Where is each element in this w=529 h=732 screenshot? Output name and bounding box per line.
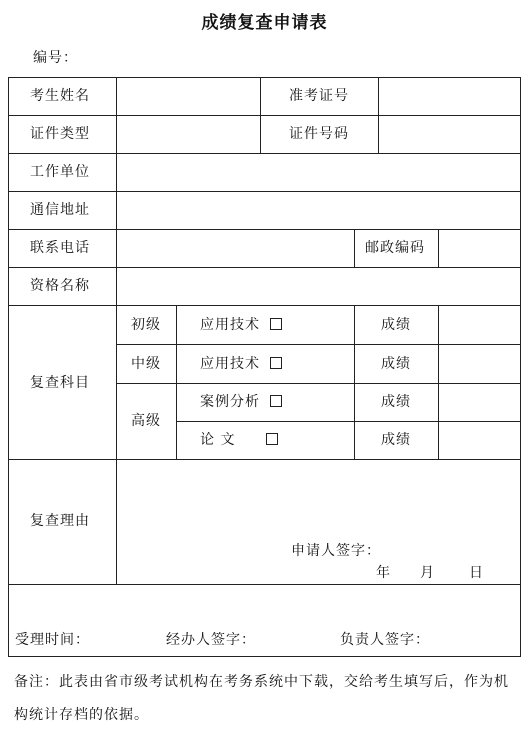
row-line [8, 191, 521, 192]
table-border-top [8, 77, 521, 78]
row-line [8, 305, 521, 306]
col-line [378, 77, 379, 154]
level-junior-label: 初级 [131, 317, 161, 333]
subject-option[interactable] [200, 356, 282, 372]
subject-checkbox[interactable] [266, 433, 278, 445]
row-line [8, 153, 521, 154]
subject-checkbox[interactable] [270, 395, 282, 407]
review-reason-label: 复查理由 [30, 513, 90, 529]
level-senior-label: 高级 [131, 413, 161, 429]
col-line [438, 305, 439, 460]
subject-option[interactable] [200, 394, 282, 410]
date-year-label: 年 [376, 565, 391, 581]
postcode-label: 邮政编码 [365, 240, 425, 256]
name-label: 考生姓名 [30, 88, 90, 104]
applicant-signature-label: 申请人签字： [291, 543, 381, 559]
phone-label: 联系电话 [30, 240, 90, 256]
col-line [354, 229, 355, 268]
col-line [116, 77, 117, 585]
id-number-label: 证件号码 [289, 126, 349, 142]
subject-name: 应用技术 [200, 356, 260, 372]
score-label: 成绩 [381, 317, 411, 333]
address-label: 通信地址 [30, 202, 90, 218]
date-month-label: 月 [420, 565, 435, 581]
subject-checkbox[interactable] [270, 318, 282, 330]
row-line [176, 421, 521, 422]
subject-option[interactable] [200, 432, 278, 448]
form-title: 成绩复查申请表 [201, 13, 328, 33]
col-line [260, 77, 261, 154]
id-type-label: 证件类型 [30, 126, 90, 142]
row-line [8, 115, 521, 116]
date-day-label: 日 [469, 565, 484, 581]
handler-signature-label: 经办人签字： [166, 632, 256, 648]
subject-name: 论 文 [200, 432, 236, 448]
row-line [8, 584, 521, 585]
subject-name: 应用技术 [200, 317, 260, 333]
ticket-number-label: 准考证号 [289, 88, 349, 104]
qualification-label: 资格名称 [30, 278, 90, 294]
accept-time-label: 受理时间： [15, 632, 90, 648]
col-line [438, 229, 439, 268]
row-line [8, 229, 521, 230]
table-border-bottom [8, 656, 521, 657]
remarks-note: 备注：此表由省市级考试机构在考务系统中下载，交给考生填写后，作为机构统计存档的依据。 [14, 674, 509, 723]
score-label: 成绩 [381, 356, 411, 372]
work-unit-label: 工作单位 [30, 164, 90, 180]
score-label: 成绩 [381, 432, 411, 448]
row-line [8, 267, 521, 268]
subject-option[interactable] [200, 317, 282, 333]
row-line [8, 459, 521, 460]
subject-name: 案例分析 [200, 394, 260, 410]
subject-checkbox[interactable] [270, 357, 282, 369]
table-border-right [520, 77, 521, 657]
serial-number-label: 编号： [33, 50, 78, 66]
level-middle-label: 中级 [131, 356, 161, 372]
review-subject-label: 复查科目 [30, 375, 90, 391]
table-border-left [8, 77, 9, 657]
col-line [354, 305, 355, 460]
head-signature-label: 负责人签字： [340, 632, 430, 648]
col-line [176, 305, 177, 460]
score-label: 成绩 [381, 394, 411, 410]
